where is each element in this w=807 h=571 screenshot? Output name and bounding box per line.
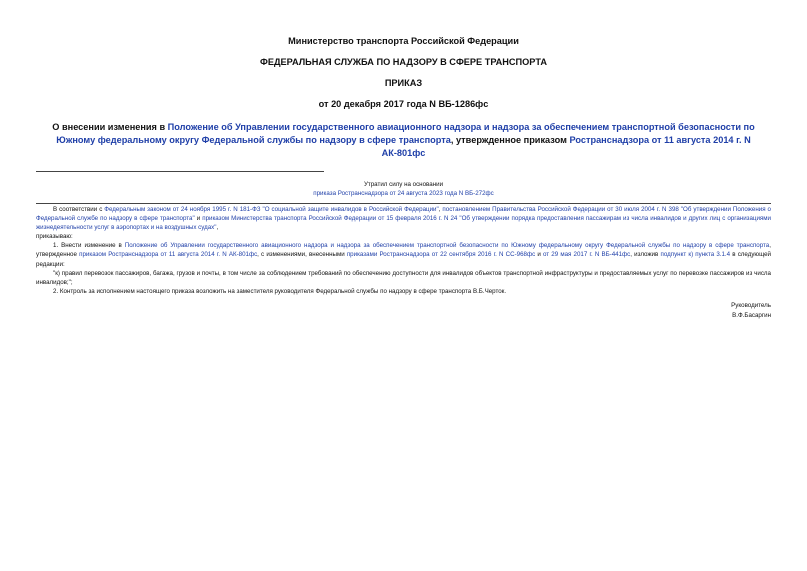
order-word: приказываю: — [36, 233, 73, 241]
item1-link-order-441[interactable]: от 29 мая 2017 г. N ВБ-441фс — [542, 251, 631, 259]
item-1-paragraph — [36, 241, 771, 268]
item1-text-5: , изложив — [630, 251, 661, 259]
item1-link-subclause[interactable]: подпункт к) пункта 3.1.4 — [660, 251, 731, 259]
title-prefix: О внесении изменения в — [52, 122, 168, 132]
separator-full — [36, 203, 771, 204]
title-middle: , утвержденное приказом — [450, 135, 570, 145]
ministry-heading: Министерство транспорта Российской Федерации — [288, 36, 519, 46]
signature-name: В.Ф.Басаргин — [732, 311, 771, 319]
item-2-paragraph: 2. Контроль за исполнением настоящего приказа возложить на заместителя руководителя Федеральной службы по надзору в сфере транспорта В.Б.Черток. — [53, 287, 507, 295]
item1-text-3: , с изменениями, внесенными — [257, 251, 347, 259]
item1-text-1: 1. Внести изменение в — [53, 242, 125, 250]
title-link-regulation[interactable]: Положение об Управлении государственного авиационного надзора и надзора за обеспечением транспортной безопасности по Южному федеральному округу Федеральной службы по надзору в сфере транспорта — [56, 122, 755, 145]
date-number-heading: от 20 декабря 2017 года N ВБ-1286фс — [318, 99, 489, 109]
preamble-text-2: , — [438, 206, 443, 213]
preamble-text-1: В соответствии с — [53, 206, 105, 213]
preamble-text-3: и — [194, 215, 203, 223]
item1-link-regulation[interactable]: Положение об Управлении государственного авиационного надзора и надзора за обеспечением транспортной безопасности по Южному федеральному округу Федеральной службы по надзору в сфере транспорта — [124, 242, 770, 250]
signature-role: Руководитель — [731, 301, 771, 309]
item1-link-order-801[interactable]: приказом Ространснадзора от 11 августа 2014 г. N АК-801фс — [79, 251, 258, 259]
document-body — [36, 205, 771, 296]
link-federal-law[interactable]: Федеральным законом от 24 ноября 1995 г. N 181-ФЗ "О социальной защите инвалидов в Российской Федерации" — [104, 206, 439, 213]
preamble-text-4: , — [216, 224, 219, 232]
lost-force-line1: Утратил силу на основании — [363, 181, 444, 188]
document-title — [36, 121, 771, 160]
item1-text-2: , утвержденное — [36, 242, 771, 259]
signature-block — [36, 301, 771, 321]
quote-paragraph: "к) правил перевозок пассажиров, багажа, грузов и почты, в том числе за соблюдением требований по обеспечению доступности для инвалидов объектов транспортной инфраструктуры и предоставляемых услуг по перевозке пассажиров из числа инвалидов;"; — [36, 269, 771, 286]
doc-type-heading: ПРИКАЗ — [384, 78, 423, 88]
title-link-order[interactable]: Ространснадзора от 11 августа 2014 г. N АК-801фс — [381, 135, 751, 158]
item1-link-order-968[interactable]: приказами Ространснадзора от 22 сентября 2016 г. N СС-968фс — [346, 251, 536, 259]
preamble-paragraph — [36, 205, 771, 232]
item1-text-4: и — [535, 251, 543, 259]
item1-text-6: в следующей редакции: — [36, 251, 771, 268]
document-page — [36, 30, 771, 321]
lost-force-note — [36, 180, 771, 198]
link-government-resolution[interactable]: постановлением Правительства Российской Федерации от 30 июля 2004 г. N 398 "Об утверждении Положения о Федеральной службе по надзору в сфере транспорта" — [36, 206, 771, 223]
link-ministry-order[interactable]: приказом Министерства транспорта Российской Федерации от 15 февраля 2016 г. N 24 "Об утверждении порядка предоставления пассажирам из числа инвалидов и других лиц с организациями жизнедеятельности услуг в аэропортах и на воздушных судах" — [36, 215, 771, 232]
separator-short — [36, 171, 324, 172]
service-heading: ФЕДЕРАЛЬНАЯ СЛУЖБА ПО НАДЗОРУ В СФЕРЕ ТРАНСПОРТА — [260, 57, 547, 67]
lost-force-link[interactable]: приказа Ространснадзора от 24 августа 2023 года N ВБ-272фс — [313, 190, 494, 197]
